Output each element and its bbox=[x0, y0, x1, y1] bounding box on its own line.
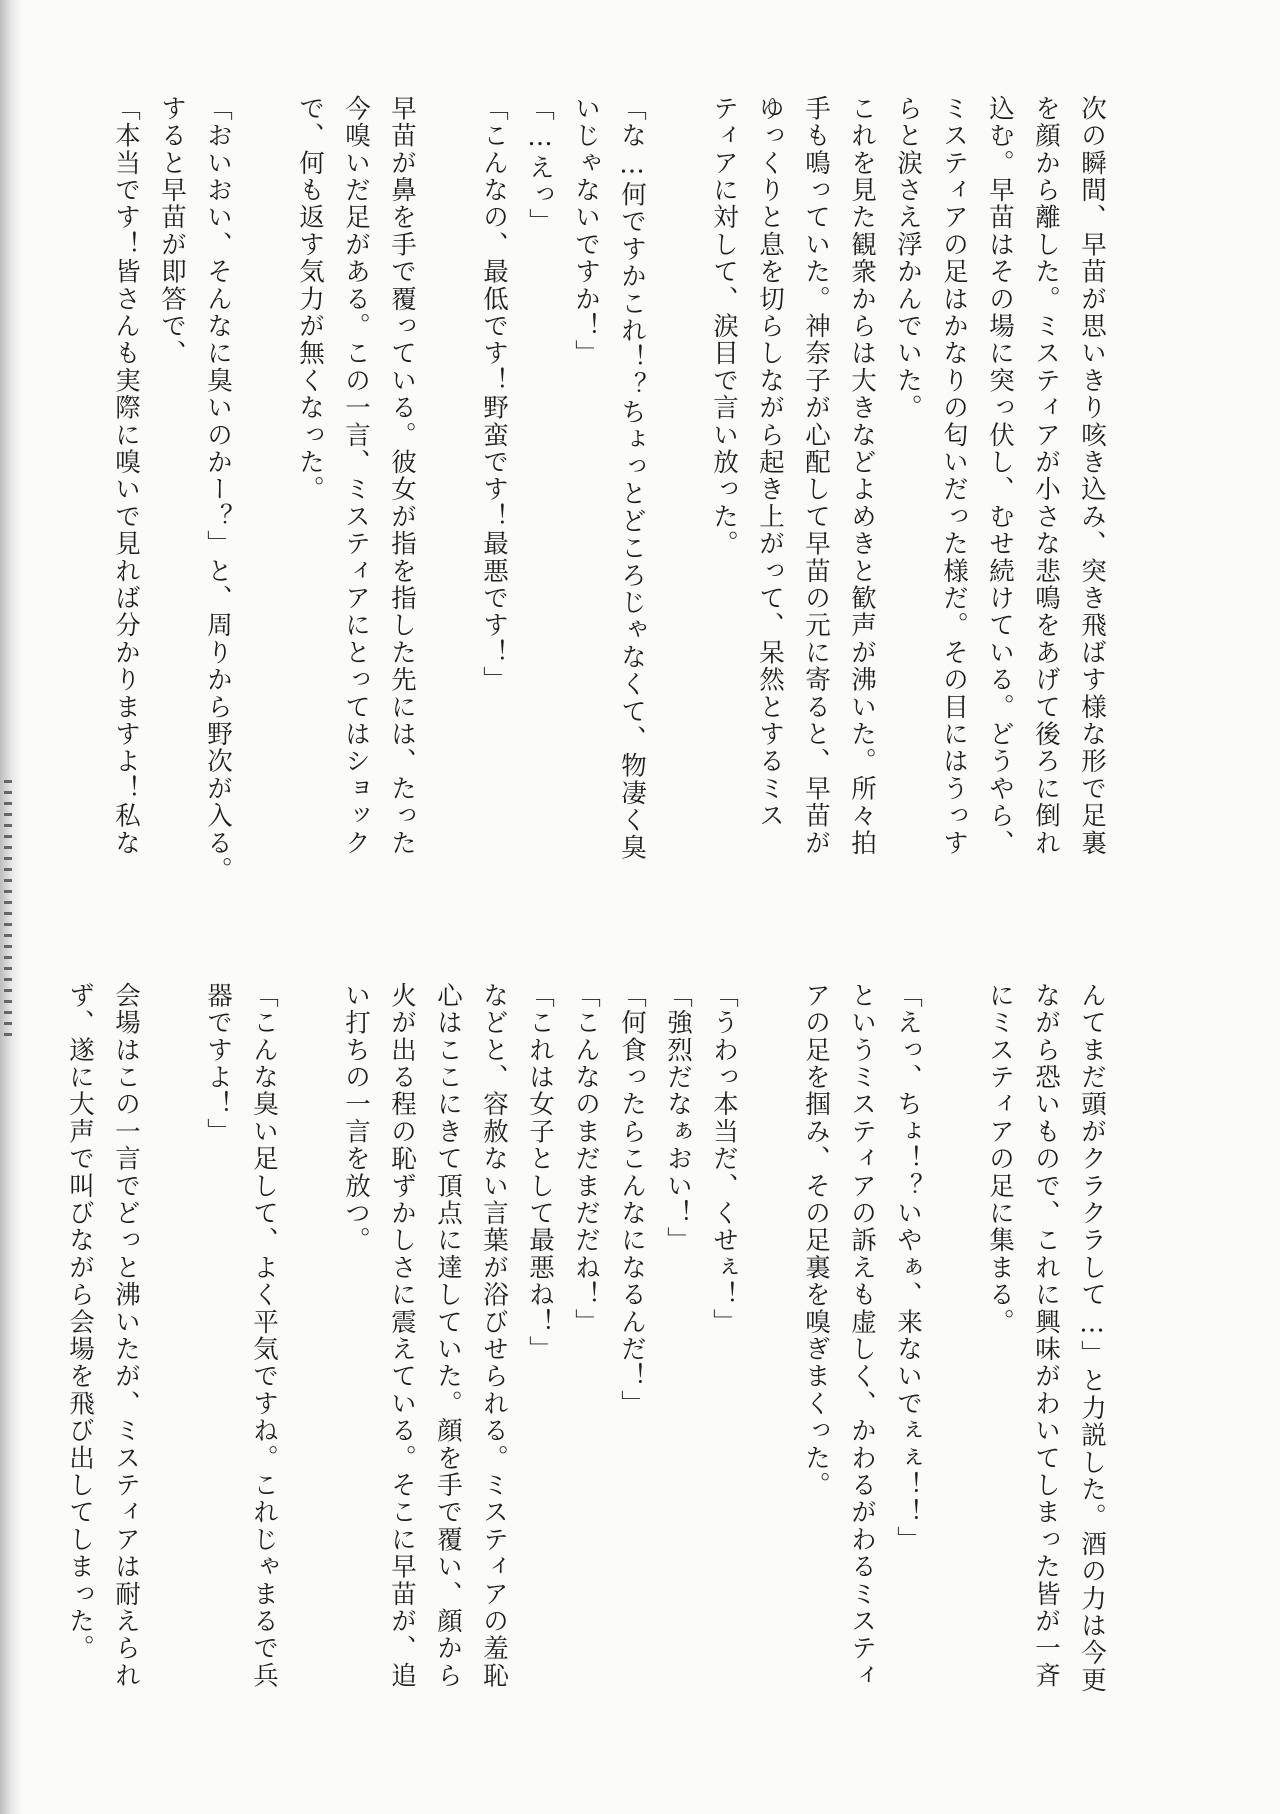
paragraph-gap bbox=[425, 95, 471, 855]
text-line: 「な…何ですかこれ！？ちょっとどころじゃなくて、物凄く臭 bbox=[617, 95, 647, 862]
paragraph-gap bbox=[747, 982, 793, 1742]
text-line: などと、容赦ない言葉が浴びせられる。ミスティアの羞恥 bbox=[479, 982, 509, 1690]
text-line: 「こんなのまだまだだね！」 bbox=[571, 982, 601, 1336]
text-line: 今嗅いだ足がある。この一言、ミスティアにとってはショック bbox=[341, 95, 371, 857]
text-line: を顔から離した。ミスティアが小さな悲鳴をあげて後ろに倒れ bbox=[1031, 95, 1061, 857]
text-line: 「えっ、ちょ！？いやぁ、来ないでぇぇ！！」 bbox=[893, 982, 923, 1554]
text-line: ティアに対して、涙目で言い放った。 bbox=[709, 95, 739, 558]
paragraph-gap bbox=[655, 95, 701, 855]
lower-text-block bbox=[65, 982, 1115, 1742]
text-line: ず、遂に大声で叫びながら会場を飛び出してしまった。 bbox=[65, 982, 95, 1662]
text-line: 「うわっ本当だ、くせぇ！」 bbox=[709, 982, 739, 1336]
text-line: アの足を掴み、その足裏を嗅ぎまくった。 bbox=[801, 982, 831, 1499]
text-line: 「こんなの、最低です！野蛮です！最悪です！」 bbox=[479, 95, 509, 694]
text-line: にミスティアの足に集まる。 bbox=[985, 982, 1015, 1336]
text-line: 「こんな臭い足して、よく平気ですね。これじゃまるで兵 bbox=[249, 982, 279, 1690]
text-line: 「おいおい、そんなに臭いのかー？」と、周りから野次が入る。 bbox=[203, 95, 233, 884]
text-line: 「これは女子として最悪ね！」 bbox=[525, 982, 555, 1363]
text-line: ゆっくりと息を切らしながら起き上がって、呆然とするミス bbox=[755, 95, 785, 830]
text-line: 次の瞬間、早苗が思いきり咳き込み、突き飛ばす様な形で足裏 bbox=[1077, 95, 1107, 857]
paragraph-gap bbox=[931, 982, 977, 1742]
upper-text-block bbox=[111, 95, 1115, 884]
paragraph-gap bbox=[241, 95, 287, 855]
text-line: 手も鳴っていた。神奈子が心配して早苗の元に寄ると、早苗が bbox=[801, 95, 831, 857]
text-line: んてまだ頭がクラクラして…」と力説した。酒の力は今更 bbox=[1077, 982, 1107, 1694]
text-line: 早苗が鼻を手で覆っている。彼女が指を指した先には、たった bbox=[387, 95, 417, 857]
paragraph-gap bbox=[149, 982, 195, 1742]
text-line: 「強烈だなぁおい！」 bbox=[663, 982, 693, 1254]
text-line: というミスティアの訴えも虚しく、かわるがわるミスティ bbox=[847, 982, 877, 1690]
text-line: これを見た観衆からは大きなどよめきと歓声が沸いた。所々拍 bbox=[847, 95, 877, 857]
text-line: 「本当です！皆さんも実際に嗅いで見れば分かりますよ！私な bbox=[111, 95, 141, 857]
text-line: すると早苗が即答で、 bbox=[157, 95, 187, 367]
text-line: ながら恐いもので、これに興味がわいてしまった皆が一斉 bbox=[1031, 982, 1061, 1690]
text-line: いじゃないですか！」 bbox=[571, 95, 601, 367]
text-line: い打ちの一言を放つ。 bbox=[341, 982, 371, 1254]
text-line: 「…えっ」 bbox=[525, 95, 555, 236]
text-line: 器ですよ！」 bbox=[203, 982, 233, 1146]
text-line: らと涙さえ浮かんでいた。 bbox=[893, 95, 923, 422]
binding-staple-marks bbox=[4, 780, 12, 1040]
text-line: 「何食ったらこんなになるんだ！」 bbox=[617, 982, 647, 1418]
text-line: 火が出る程の恥ずかしさに震えている。そこに早苗が、追 bbox=[387, 982, 417, 1690]
text-line: 心はここにきて頂点に達していた。顔を手で覆い、顔から bbox=[433, 982, 463, 1690]
paragraph-gap bbox=[287, 982, 333, 1742]
text-line: ミスティアの足はかなりの匂いだった様だ。その目にはうっす bbox=[939, 95, 969, 857]
text-line: で、何も返す気力が無くなった。 bbox=[295, 95, 325, 503]
text-line: 会場はこの一言でどっと沸いたが、ミスティアは耐えられ bbox=[111, 982, 141, 1690]
text-line: 込む。早苗はその場に突っ伏し、むせ続けている。どうやら、 bbox=[985, 95, 1015, 857]
